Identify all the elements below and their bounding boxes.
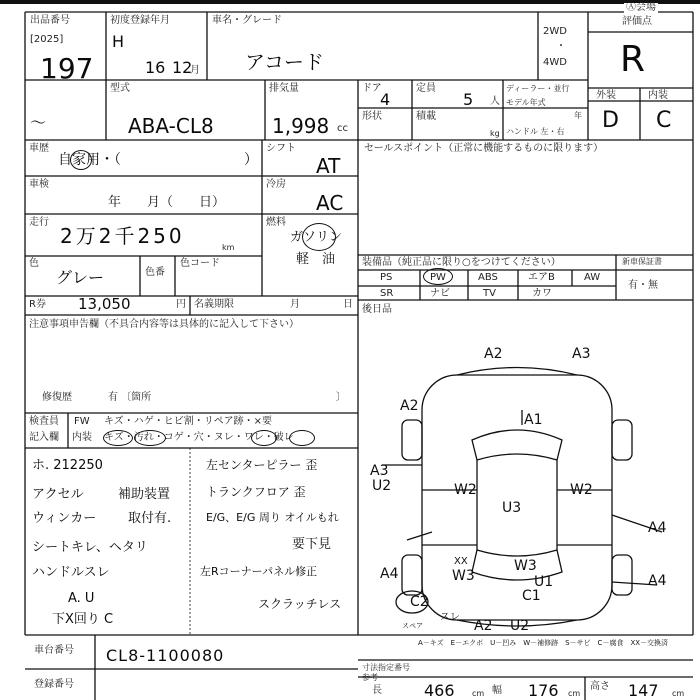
mark-rear-bumper-2: U2: [510, 618, 530, 630]
front-bumper: [457, 368, 577, 376]
equip-leather: カワ: [532, 288, 552, 299]
damage-legend: A－キズ E－エクボ U－凹み W－補修跡 S－サビ C－腐食 XX－交換済: [418, 639, 669, 647]
equip-navi: ナビ: [430, 288, 450, 299]
note-line-5: 取付有.: [128, 511, 172, 526]
interior-circle-4: [289, 430, 315, 446]
equip-sr: SR: [380, 288, 394, 299]
wd-dot: ・: [556, 41, 566, 52]
usage-label: 車歴: [29, 143, 49, 154]
fw-items: キズ・ハゲ・ヒビ割・リペア跡・×要: [104, 416, 272, 427]
usage-value: 自家用・（: [58, 152, 121, 168]
site-label: [624, 3, 658, 13]
ac-label: 冷房: [266, 179, 286, 190]
mark-exchanged: XX: [454, 556, 468, 567]
chassis-label: 車台番号: [34, 645, 74, 656]
kg-unit: kg: [490, 129, 500, 138]
interior-label: 内装: [648, 90, 668, 101]
interior-circle-1: [103, 430, 133, 446]
note-line-10: 左センターピラー 歪: [206, 458, 318, 472]
caution-label: 注意事項申告欄（不具合内容等は具体的に記入して下さい）: [29, 319, 299, 330]
fuel-label: 燃料: [266, 217, 286, 228]
ref-label: 参考: [362, 673, 378, 682]
note-line-3: 補助装置: [118, 487, 171, 502]
mark-scuff: スレ: [440, 612, 460, 623]
mileage-label: 走行: [29, 217, 49, 228]
rear-right-wheel: [612, 555, 632, 595]
reg-year: 16: [145, 58, 166, 77]
4wd-label: 4WD: [543, 57, 567, 68]
era: H: [112, 32, 125, 51]
reg-month-unit: 月: [190, 65, 200, 76]
note-line-15: スクラッチレス: [258, 597, 342, 611]
color-no-label: 色番: [145, 267, 165, 278]
usage-close: ）: [244, 152, 258, 168]
site-mark: Ⓐ: [626, 2, 636, 13]
color-label: 色: [29, 258, 39, 269]
pointer-left-door: [407, 532, 432, 540]
equip-label: 装備品（純正品に限り○をつけてください）: [362, 257, 561, 268]
car-name: アコード: [245, 50, 324, 74]
spare-label: スペア: [402, 622, 423, 630]
note-line-11: トランクフロア 歪: [206, 485, 306, 499]
seats: 5: [463, 90, 474, 109]
mark-left-fender: A2: [400, 398, 419, 414]
shift-label: シフト: [266, 143, 296, 154]
inspector-label-2: 記入欄: [29, 432, 59, 443]
shift: AT: [316, 154, 341, 178]
year-unit: 年: [574, 111, 582, 120]
equip-abs: ABS: [478, 272, 498, 283]
fw-label: FW: [74, 416, 90, 427]
inspection-value: 年 月（ 日）: [108, 195, 226, 210]
mark-trunk-2: U1: [534, 574, 554, 590]
yen-unit: 円: [176, 299, 186, 310]
mark-front-right: A3: [572, 346, 591, 362]
mark-left-front-door-2: U2: [372, 478, 392, 494]
lot-label: 出品番号: [30, 15, 70, 26]
equip-airbag: エアB: [528, 272, 555, 283]
note-line-4: ウィンカー: [32, 511, 97, 526]
repair-value: 有 〔箇所: [108, 392, 152, 403]
overall-grade: R: [620, 39, 646, 80]
length-unit: cm: [472, 689, 485, 698]
interior-circle-3: [251, 430, 277, 446]
model-year-label: モデル年式: [506, 98, 546, 107]
note-line-14: 左Rコーナーパネル修正: [200, 565, 318, 578]
cc-unit: cc: [337, 123, 348, 134]
site-text: 会場: [636, 2, 656, 13]
repair-close: 〕: [336, 392, 346, 403]
fuel-alt: 軽 油: [296, 252, 336, 267]
2wd-label: 2WD: [543, 26, 567, 37]
warranty: 有・無: [628, 280, 658, 291]
mark-left-front-door: A3: [370, 463, 389, 479]
load-label: 積載: [416, 111, 436, 122]
displacement: 1,998: [272, 114, 330, 138]
km-unit: km: [222, 243, 235, 252]
mark-trunk: W3: [514, 558, 537, 574]
height-label: 高さ: [590, 681, 610, 692]
height-unit: cm: [672, 689, 685, 698]
height: 147: [628, 681, 659, 700]
warranty-label: 新車保証書: [622, 257, 662, 266]
model-dash: 〜: [30, 113, 47, 132]
lot-sub: [2025]: [30, 34, 64, 45]
size-label: 寸法指定番号: [362, 663, 410, 672]
equip-tv: TV: [483, 288, 496, 299]
mark-roof: U3: [502, 500, 522, 516]
repair-label: 修復歴: [42, 392, 72, 403]
width-unit: cm: [568, 689, 581, 698]
mileage: 2万2千250: [60, 224, 185, 248]
expiry-month: 月: [290, 299, 300, 310]
inspection-label: 車検: [29, 179, 49, 190]
rear-left-wheel: [402, 555, 422, 595]
mark-rear-bumper: A2: [474, 618, 493, 630]
front-right-wheel: [612, 420, 632, 460]
doors: 4: [380, 90, 391, 109]
displacement-label: 排気量: [269, 83, 299, 94]
interior-items: キズ・汚れ・コゲ・穴・ヌレ・ワレ・破レ: [104, 432, 294, 443]
exterior-grade: D: [602, 108, 619, 133]
note-line-1: ホ. 212250: [32, 458, 103, 473]
usage-circle: [70, 150, 92, 170]
mark-front-left: A2: [484, 346, 503, 362]
seats-unit: 人: [490, 96, 500, 107]
expiry-day: 日: [343, 299, 353, 310]
mark-spare: C2: [410, 594, 429, 610]
lot-number: 197: [40, 52, 94, 85]
car-name-label: 車名・グレード: [212, 15, 282, 26]
sales-point-label: セールスポイント（正常に機能するものに限ります）: [364, 143, 604, 154]
chassis: CL8-1100080: [106, 646, 225, 665]
note-line-12: E/G、E/G 周り オイルもれ: [206, 511, 339, 524]
interior-circle-2: [134, 430, 166, 446]
note-line-8: A. U: [68, 591, 95, 606]
mark-rear-left-panel: W3: [452, 568, 475, 584]
recycle: 13,050: [78, 295, 131, 313]
dealer-label: ディーラー・並行: [506, 84, 570, 93]
fuel: ガソリン: [290, 230, 343, 245]
width: 176: [528, 681, 559, 700]
equip-aw: AW: [584, 272, 601, 283]
first-reg-label: 初度登録年月: [110, 15, 170, 26]
handle-label: ハンドル 左・右: [506, 127, 565, 136]
shape-label: 形状: [362, 111, 382, 122]
interior-tag: 内装: [72, 432, 92, 443]
equip-pw-circle: [423, 268, 453, 285]
note-line-2: アクセル: [32, 487, 84, 502]
note-line-13: 要下見: [292, 537, 332, 552]
model-label: 型式: [110, 83, 130, 94]
interior-grade: C: [656, 108, 672, 133]
windshield: [472, 430, 562, 460]
expiry-label: 名義期限: [194, 299, 234, 310]
note-line-7: ハンドルスレ: [32, 565, 110, 580]
mark-left-rear: A4: [380, 566, 399, 582]
fuel-circle: [302, 223, 336, 251]
note-line-6: シートキレ、ヘタリ: [32, 540, 148, 555]
mark-right-roof: W2: [570, 482, 593, 498]
front-left-wheel: [402, 420, 422, 460]
mark-rear: C1: [522, 588, 541, 604]
length: 466: [424, 681, 455, 700]
rear-label: 後日品: [362, 304, 392, 315]
doors-label: ドア: [362, 83, 382, 94]
note-line-9: 下X回り C: [52, 612, 114, 627]
length-label: 長: [372, 685, 382, 696]
mark-hood: A1: [524, 412, 543, 428]
color-code-label: 色コード: [180, 258, 220, 269]
mark-right-door: A4: [648, 520, 667, 536]
color: グレー: [56, 268, 105, 287]
mark-left-roof: W2: [454, 482, 477, 498]
equip-ps: PS: [380, 272, 393, 283]
seats-label: 定員: [416, 83, 436, 94]
model-code: ABA-CL8: [128, 114, 214, 138]
recycle-label: R券: [29, 299, 46, 310]
exterior-label: 外装: [596, 90, 616, 101]
reg-month: 12: [172, 58, 193, 77]
ac: AC: [316, 191, 344, 215]
width-label: 幅: [492, 685, 502, 696]
equip-pw: PW: [430, 272, 446, 283]
mark-right-rear: A4: [648, 573, 667, 589]
car-damage-diagram: [362, 340, 692, 630]
reg-label: 登録番号: [34, 679, 74, 690]
grade-label: 評価点: [622, 16, 652, 27]
inspector-label-1: 検査員: [29, 416, 59, 427]
